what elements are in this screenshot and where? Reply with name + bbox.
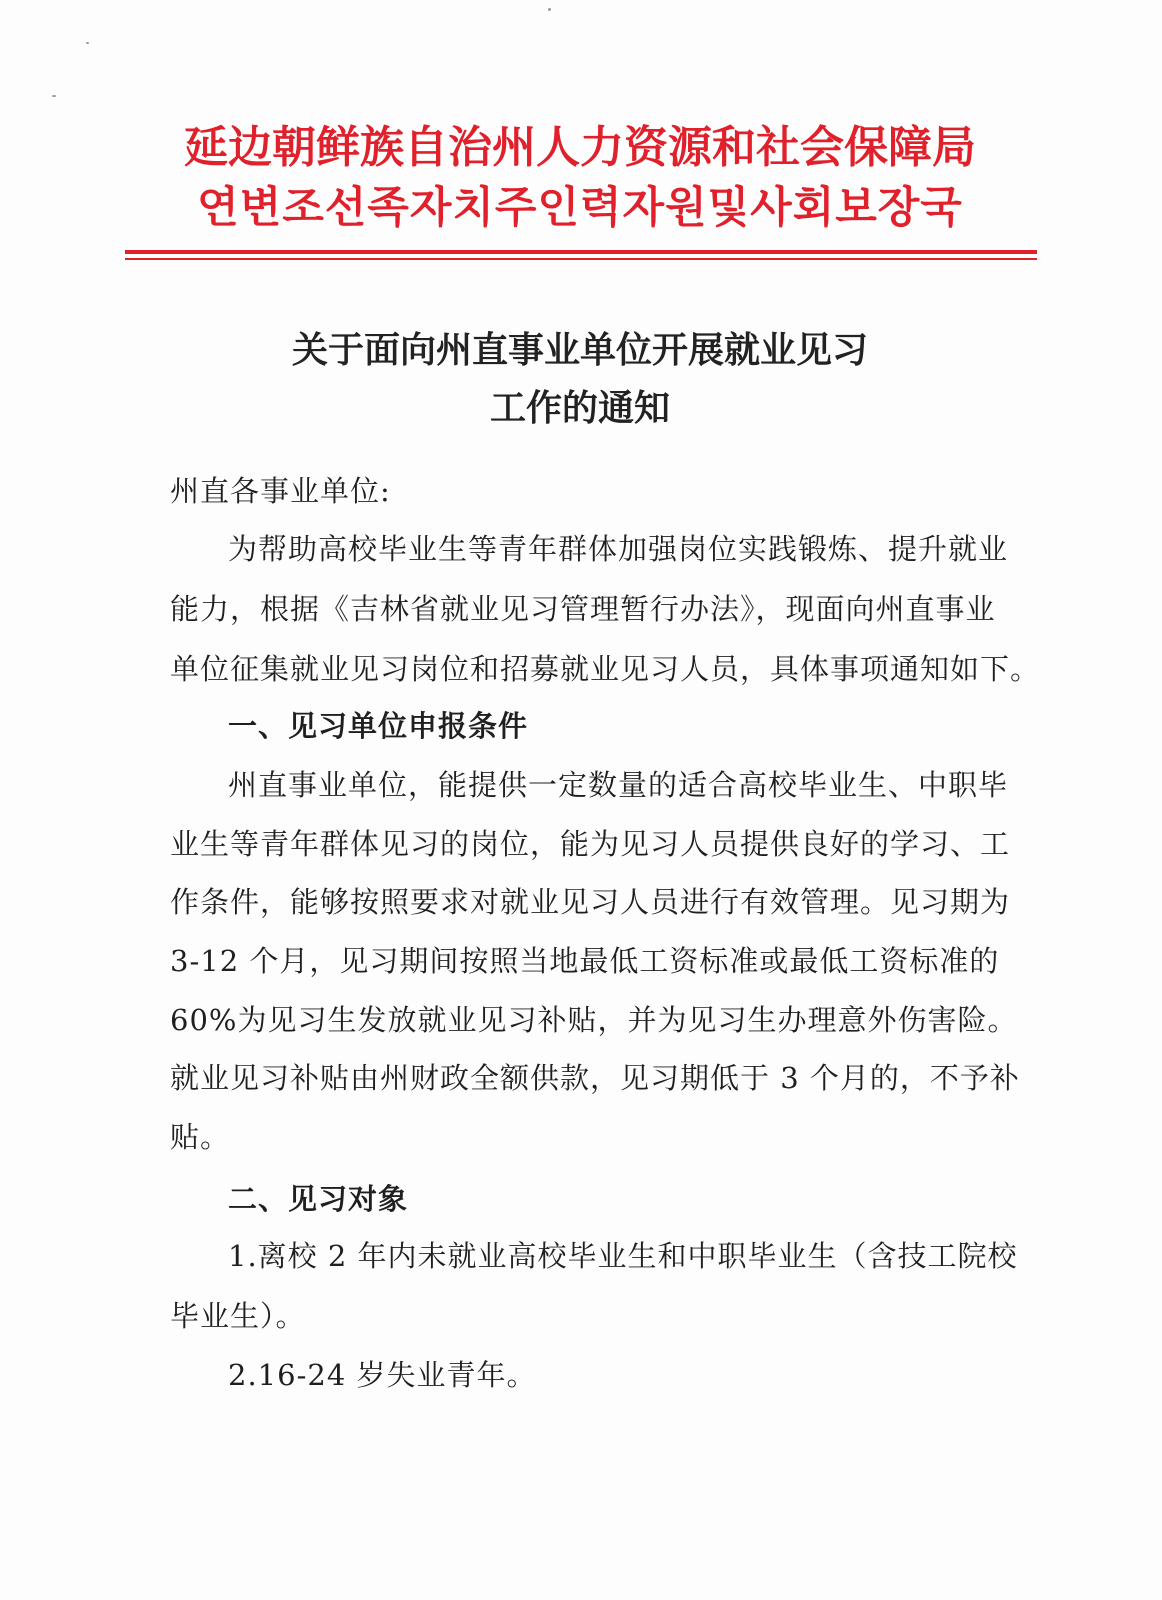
letterhead-korean: 연변조선족자치주인력자원및사회보장국 xyxy=(197,183,963,233)
section2-item2: 2.16-24 岁失业青年。 xyxy=(228,1358,537,1392)
letterhead xyxy=(120,118,1040,238)
section1-line: 州直事业单位，能提供一定数量的适合高校毕业生、中职毕 xyxy=(228,768,1009,802)
section1-heading: 一、见习单位申报条件 xyxy=(228,709,529,743)
letterhead-chinese: 延边朝鲜族自治州人力资源和社会保障局 xyxy=(184,122,976,173)
section1-line: 就业见习补贴由州财政全额供款，见习期低于 3 个月的，不予补 xyxy=(170,1061,1020,1095)
section1-line: 贴。 xyxy=(170,1120,231,1154)
letterhead-rule-thin xyxy=(125,258,1037,260)
scan-speck xyxy=(86,42,89,44)
section1-line: 60%为见习生发放就业见习补贴，并为见习生办理意外伤害险。 xyxy=(170,1003,1018,1037)
intro-line: 单位征集就业见习岗位和招募就业见习人员，具体事项通知如下。 xyxy=(170,652,1041,686)
salutation: 州直各事业单位: xyxy=(170,474,391,508)
section1-line: 业生等青年群体见习的岗位，能为见习人员提供良好的学习、工 xyxy=(170,827,1011,861)
section1-line: 作条件，能够按照要求对就业见习人员进行有效管理。见习期为 xyxy=(170,885,1011,919)
section2-item1-line: 毕业生）。 xyxy=(170,1299,306,1333)
letterhead-rule-thick xyxy=(125,250,1037,254)
scan-speck xyxy=(548,8,551,11)
intro-line: 为帮助高校毕业生等青年群体加强岗位实践锻炼、提升就业 xyxy=(228,532,1009,566)
section2-item1-line: 1.离校 2 年内未就业高校毕业生和中职毕业生（含技工院校 xyxy=(228,1239,1018,1273)
document-title-line1: 关于面向州直事业单位开展就业见习 xyxy=(291,330,868,371)
document-title-line2: 工作的通知 xyxy=(489,388,670,429)
scan-speck xyxy=(52,95,56,97)
section2-heading: 二、见习对象 xyxy=(228,1182,409,1216)
section1-line: 3-12 个月，见习期间按照当地最低工资标准或最低工资标准的 xyxy=(170,944,1000,978)
intro-line: 能力，根据《吉林省就业见习管理暂行办法》，现面向州直事业 xyxy=(170,592,996,626)
